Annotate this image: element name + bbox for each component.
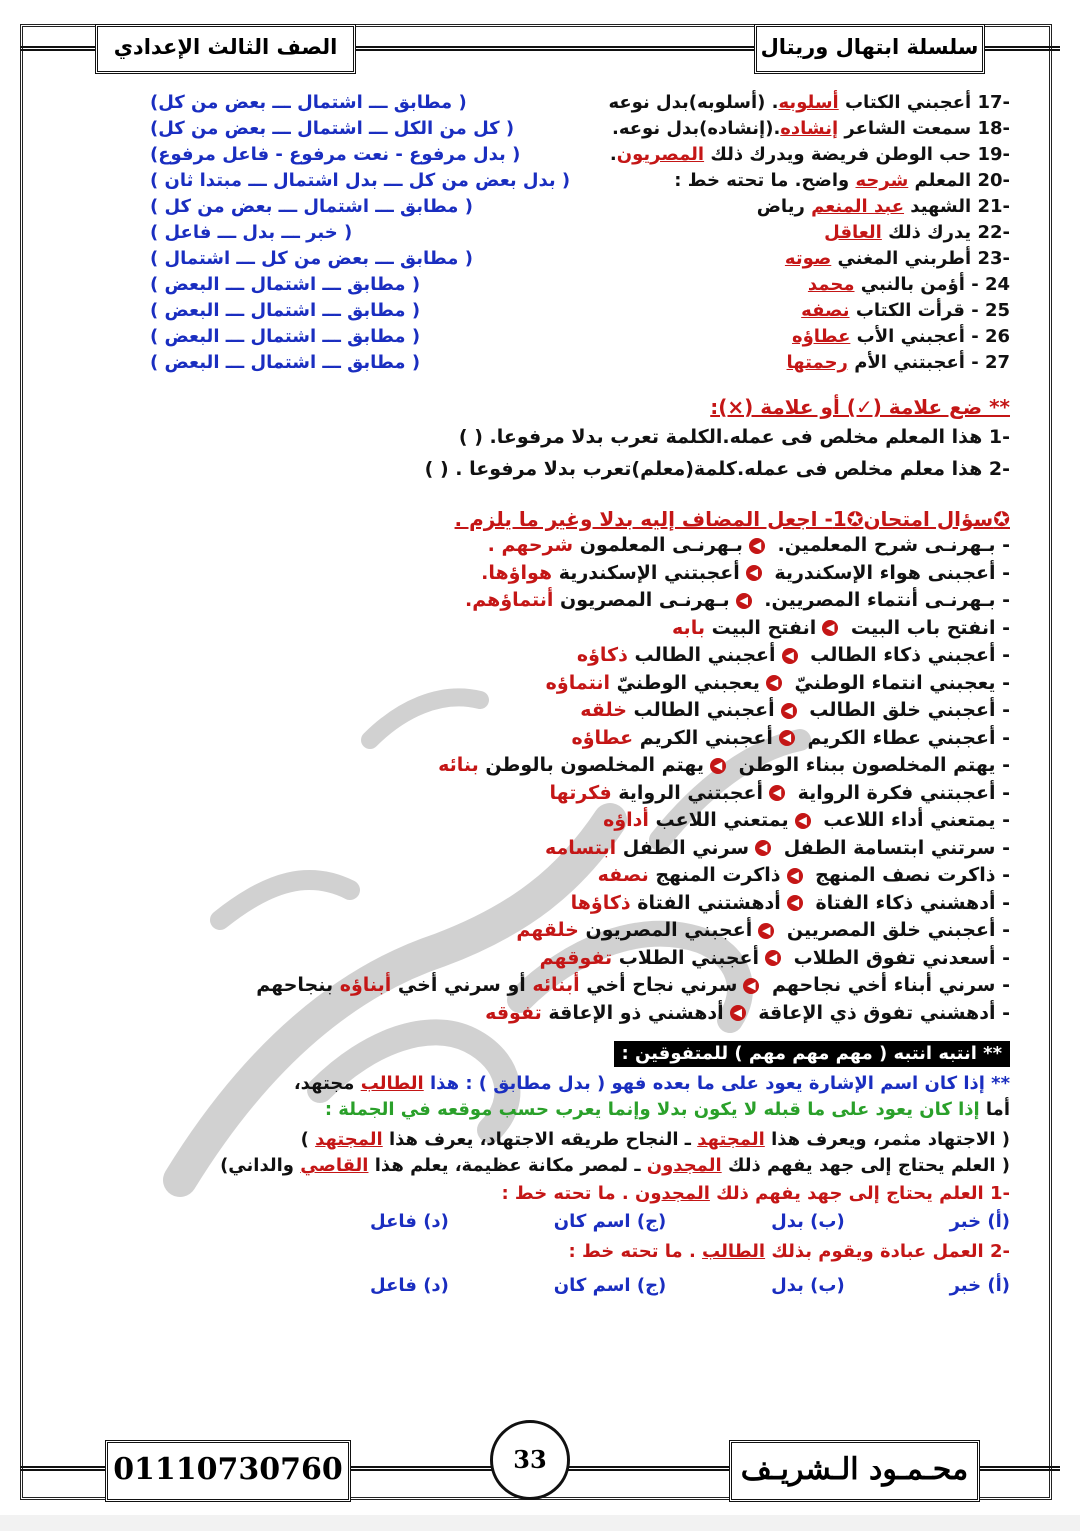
exam-row xyxy=(150,615,1010,643)
exam-row-answer: انفتح البيت xyxy=(704,616,817,639)
exam-rows-list xyxy=(150,532,1010,1027)
badal-item-sentence xyxy=(824,220,1010,246)
mcq-1-highlight: المجدون xyxy=(634,1183,710,1204)
arrow-bullet-icon: ◀ xyxy=(736,593,752,609)
exam-row xyxy=(150,780,1010,808)
ex2-b: ـ لمصر مكانة عظيمة، يعلم هذا xyxy=(368,1155,647,1176)
exam-row xyxy=(150,642,1010,670)
exam-row-original: - سرتني ابتسامة الطفل xyxy=(777,836,1010,859)
item-options: ( مطابق ـــ اشتمال ـــ بعض من كل ) xyxy=(150,196,473,217)
notice-example-1 xyxy=(150,1127,1010,1153)
exam-row-answer: سرني نجاح أخي xyxy=(579,974,738,996)
item-text-post: . xyxy=(609,144,617,165)
arrow-bullet-icon: ◀ xyxy=(758,923,774,939)
author-name: محـمـود الـشريـف xyxy=(729,1440,980,1502)
item-number: -23 xyxy=(971,248,1010,269)
badal-item xyxy=(150,116,1010,142)
arrow-bullet-icon: ◀ xyxy=(766,675,782,691)
exam-row-answer-highlight: عطاؤه xyxy=(571,726,634,749)
arrow-bullet-icon: ◀ xyxy=(730,1005,746,1021)
exam-title-text: 1- اجعل المضاف إليه بدلا وغير ما يلزم . xyxy=(454,507,847,531)
item-options: ( بدل بعض من كل ـــ بدل اشتمال ـــ مبتدا ثان ) xyxy=(150,170,571,191)
notice-line-2-b: إذا كان يعود على ما قبله لا يكون بدلا وإنما يعرب حسب موقعه في الجملة : xyxy=(324,1099,980,1120)
exam-row-answer-highlight: بابه xyxy=(672,616,705,639)
mcq-1-option-c: (ج) اسم كان xyxy=(553,1211,667,1232)
exam-row-answer: يعجبني الوطنيّ xyxy=(609,671,760,694)
mcq-2-option-d: (د) فاعل xyxy=(370,1275,449,1296)
exam-row-original: - بـهرنـى شرح المعلمين. xyxy=(770,534,1010,556)
badal-item-sentence xyxy=(792,324,1010,350)
exam-row-answer: بـهرنـى المعلمون xyxy=(573,534,743,556)
badal-item xyxy=(150,142,1010,168)
item-text-pre: حب الوطن فريضة ويدرك ذلك xyxy=(704,144,972,165)
item-highlight: العاقل xyxy=(824,222,882,243)
notice-line-1-b: مجتهد، xyxy=(293,1073,361,1094)
exam-row-answer-highlight: أداؤه xyxy=(603,809,649,831)
item-highlight: إنشاده xyxy=(780,118,839,139)
item-highlight: عبد المنعم xyxy=(811,196,905,217)
item-options: ( مطابق ـــ اشتمال ـــ البعض ) xyxy=(150,300,421,321)
exam-row xyxy=(150,862,1010,890)
arrow-bullet-icon: ◀ xyxy=(787,868,803,884)
exam-row-answer-highlight: هواؤها. xyxy=(481,561,553,584)
item-text-pre: يدرك ذلك xyxy=(881,222,972,243)
exam-row-original: - أعجبتني فكرة الرواية xyxy=(791,781,1010,804)
badal-item xyxy=(150,350,1010,376)
exam-row xyxy=(150,560,1010,588)
item-highlight: أسلوبه xyxy=(778,92,839,113)
notice-heading: ** انتبه انتبه ( مهم مهم مهم ) للمتفوقين : xyxy=(614,1041,1010,1067)
header-divider xyxy=(355,46,810,51)
exam-row-answer-highlight: خلقه xyxy=(580,699,627,721)
badal-item-sentence xyxy=(612,116,1010,142)
item-number: -21 xyxy=(971,196,1010,217)
item-options: ( بدل مرفوع - نعت مرفوع - فاعل مرفوع) xyxy=(150,144,521,165)
arrow-bullet-icon: ◀ xyxy=(781,703,797,719)
badal-item xyxy=(150,90,1010,116)
arrow-bullet-icon: ◀ xyxy=(822,620,838,636)
exam-row-answer-highlight: فكرتها xyxy=(549,781,612,804)
notice-line-1-a: ** إذا كان اسم الإشارة يعود على ما بعده فهو ( بدل مطابق ) : هذا xyxy=(423,1073,1010,1094)
mcq-1-text-b: . ما تحته خط : xyxy=(501,1183,635,1204)
item-text-pre: أطربني المغني xyxy=(831,248,972,269)
exam-row-answer-highlight: أبنائه xyxy=(532,974,580,996)
item-options: ( خبر ـــ بدل ـــ فاعل ) xyxy=(150,222,353,243)
phone-number: 01110730760 xyxy=(105,1440,351,1502)
mark-line-2-text: -2 هذا معلم مخلص فى عمله.كلمة(معلم)تعرب بدلا مرفوعا . ( ) xyxy=(424,458,1010,480)
header-divider-left xyxy=(20,46,100,51)
exam-row-answer: أعجبني الطالب xyxy=(627,644,776,666)
notice-line-1 xyxy=(150,1071,1010,1097)
notice-line-2 xyxy=(150,1097,1010,1123)
exam-row-answer-highlight: خلقهم xyxy=(516,919,579,941)
arrow-bullet-icon: ◀ xyxy=(782,648,798,664)
item-text-pre: المعلم xyxy=(908,170,972,191)
item-options: ( مطابق ـــ اشتمال ـــ البعض ) xyxy=(150,352,421,373)
exam-row-original: - أعجبني ذكاء الطالب xyxy=(803,644,1010,666)
item-options: ( مطابق ـــ اشتمال ـــ البعض ) xyxy=(150,326,421,347)
exam-row xyxy=(150,835,1010,863)
mcq-2-text-a: -2 العمل عبادة ويقوم بذلك xyxy=(765,1241,1010,1262)
exam-row-original: - يهتم المخلصون ببناء الوطن xyxy=(731,754,1010,776)
ex1-a: ( الاجتهاد مثمر، ويعرف هذا xyxy=(764,1129,1010,1150)
exam-row-answer: أعجبني الطلاب xyxy=(612,946,760,969)
exam-row xyxy=(150,670,1010,698)
exam-row-answer: أعجبني الطالب xyxy=(626,699,775,721)
item-text-pre: أؤمن بالنبي xyxy=(854,274,965,295)
exam-row-original: - يمتعني أداء اللاعب xyxy=(816,809,1010,831)
notice-line-2-a: أما xyxy=(979,1099,1010,1120)
exam-label: سؤال امتحان xyxy=(863,507,994,531)
badal-item xyxy=(150,324,1010,350)
exam-row-answer-highlight: انتماؤه xyxy=(545,671,610,694)
exam-row-answer-highlight: نصفه xyxy=(597,864,649,886)
mcq-2-option-a: (أ) خبر xyxy=(949,1275,1010,1296)
item-number: -18 xyxy=(971,118,1010,139)
exam-row-original: - أعجبني عطاء الكريم xyxy=(800,726,1010,749)
exam-row xyxy=(150,890,1010,918)
exam-row-original: - بـهرنـى أنتماء المصريين. xyxy=(757,589,1010,611)
item-text-post: .(إنشاده)بدل نوعه. xyxy=(611,118,781,139)
mcq-question-1 xyxy=(150,1181,1010,1207)
exam-row xyxy=(150,697,1010,725)
exam-row xyxy=(150,917,1010,945)
badal-item xyxy=(150,246,1010,272)
mcq-2-options xyxy=(370,1273,1010,1299)
mark-line-1-text: -1 هذا المعلم مخلص فى عمله.الكلمة تعرب بدلا مرفوعا. ( ) xyxy=(458,426,1010,448)
exam-row-answer: أعجبني المصريون xyxy=(578,919,753,941)
item-highlight: نصفه xyxy=(801,300,850,321)
exam-row-answer: أدهشني ذو الإعاقة xyxy=(541,1001,724,1024)
exam-row-original: - أعجبني خلق الطالب xyxy=(802,699,1010,721)
item-number: 27 - xyxy=(964,352,1010,373)
exam-row-answer: ذاكرت المنهج xyxy=(648,864,781,886)
arrow-bullet-icon: ◀ xyxy=(743,978,759,994)
badal-item xyxy=(150,168,1010,194)
item-text-pre: أعجبني الأب xyxy=(850,326,965,347)
mcq-question-2 xyxy=(150,1239,1010,1265)
exam-row-original: - أسعدني تفوق الطلاب xyxy=(787,946,1010,969)
worksheet-content xyxy=(150,90,1010,1299)
mark-section-title xyxy=(150,394,1010,420)
notice-line-1-highlight: الطالب xyxy=(360,1073,424,1094)
mark-line-2 xyxy=(150,456,1010,482)
series-title: سلسلة ابتهال وريتال xyxy=(754,24,985,74)
exam-row xyxy=(150,752,1010,780)
exam-row-answer-highlight: ذكاؤه xyxy=(576,644,628,666)
arrow-bullet-icon: ◀ xyxy=(769,785,785,801)
badal-item-sentence xyxy=(757,194,1010,220)
exam-row-answer: أدهشتني الفتاة xyxy=(630,891,781,914)
badal-item-sentence xyxy=(674,168,1010,194)
exam-row-answer-highlight: ابتسامه xyxy=(545,836,617,859)
header-divider-right xyxy=(980,46,1060,51)
ex2-highlight-1: المجدون xyxy=(646,1155,722,1176)
exam-row-original: - أعجبنى هواء الإسكندرية xyxy=(767,561,1010,584)
item-number: 25 - xyxy=(964,300,1010,321)
mcq-1-options xyxy=(370,1209,1010,1235)
item-options: ( مطابق ـــ اشتمال ـــ البعض ) xyxy=(150,274,421,295)
arrow-bullet-icon: ◀ xyxy=(755,840,771,856)
item-text-post: رياض xyxy=(756,196,812,217)
notice-example-2 xyxy=(150,1153,1010,1179)
arrow-bullet-icon: ◀ xyxy=(710,758,726,774)
badal-items-list xyxy=(150,90,1010,376)
item-text-pre: الشهيد xyxy=(904,196,972,217)
item-highlight: رحمتها xyxy=(786,352,848,373)
badal-item-sentence xyxy=(808,272,1010,298)
ex2-highlight-2: القاصي xyxy=(300,1155,369,1176)
exam-row-answer: يمتعني اللاعب xyxy=(648,809,789,831)
badal-item-sentence xyxy=(801,298,1010,324)
exam-row-answer-highlight: أنتماؤهم. xyxy=(465,589,554,611)
badal-item-sentence xyxy=(785,246,1010,272)
exam-row xyxy=(150,1000,1010,1028)
item-text-post: واضح. ما تحته خط : xyxy=(674,170,856,191)
exam-row-original: - أدهشني ذكاء الفتاة xyxy=(808,891,1010,914)
ex1-c: ) xyxy=(300,1129,316,1150)
grade-title: الصف الثالث الإعدادي xyxy=(95,24,356,74)
item-number: 26 - xyxy=(964,326,1010,347)
item-highlight: المصريون xyxy=(616,144,705,165)
star-icon: ✪ xyxy=(993,507,1010,531)
mcq-2-highlight: الطالب xyxy=(702,1241,766,1262)
exam-row-original: - أدهشني تفوق ذي الإعاقة xyxy=(751,1001,1010,1024)
item-text-pre: قرأت الكتاب xyxy=(849,300,965,321)
item-text-pre: أعجبني الكتاب xyxy=(838,92,972,113)
arrow-bullet-icon: ◀ xyxy=(746,565,762,581)
item-number: -17 xyxy=(971,92,1010,113)
item-highlight: عطاؤه xyxy=(791,326,851,347)
badal-item-sentence xyxy=(608,90,1010,116)
ex1-highlight-2: المجتهد xyxy=(315,1129,383,1150)
mark-section-label: ** ضع علامة (✓) أو علامة (×): xyxy=(710,395,1010,419)
badal-item xyxy=(150,194,1010,220)
item-text-post: . (أسلوبه)بدل نوعه xyxy=(608,92,779,113)
exam-row-original: - أعجبني خلق المصريين xyxy=(780,919,1010,941)
exam-row-original: - يعجبني انتماء الوطنيّ xyxy=(787,671,1010,694)
arrow-bullet-icon: ◀ xyxy=(795,813,811,829)
badal-item xyxy=(150,298,1010,324)
badal-item xyxy=(150,220,1010,246)
item-number: -19 xyxy=(971,144,1010,165)
exam-row-original: - سرني أبناء أخي نجاحهم xyxy=(765,974,1010,996)
ex2-c: والداني) xyxy=(220,1155,301,1176)
mcq-2-text-b: . ما تحته خط : xyxy=(568,1241,703,1262)
arrow-bullet-icon: ◀ xyxy=(787,895,803,911)
exam-row-answer: أعجبتني الإسكندرية xyxy=(552,561,740,584)
star-icon: ✪ xyxy=(846,507,864,531)
item-highlight: محمد xyxy=(807,274,855,295)
item-options: ( مطابق ـــ اشتمال ـــ بعض من كل) xyxy=(150,92,467,113)
badal-item xyxy=(150,272,1010,298)
exam-row-answer-alt: أو سرني أخي xyxy=(391,974,533,996)
exam-row xyxy=(150,945,1010,973)
arrow-bullet-icon: ◀ xyxy=(765,950,781,966)
exam-row-answer-highlight: ذكاؤها xyxy=(570,891,631,914)
exam-row-answer: بـهرنـى المصريون xyxy=(553,589,730,611)
item-number: -22 xyxy=(971,222,1010,243)
exam-row-answer: أعجبني الكريم xyxy=(633,726,773,749)
mcq-1-text-a: -1 العلم يحتاج إلى جهد يفهم ذلك xyxy=(709,1183,1010,1204)
exam-row-original: - انفتح باب البيت xyxy=(844,616,1010,639)
ex2-a: ( العلم يحتاج إلى جهد يفهم ذلك xyxy=(721,1155,1010,1176)
exam-row xyxy=(150,725,1010,753)
item-number: -20 xyxy=(971,170,1010,191)
exam-row-answer: أعجبتني الرواية xyxy=(611,781,763,804)
arrow-bullet-icon: ◀ xyxy=(779,730,795,746)
exam-question-title xyxy=(150,506,1010,532)
mcq-2-option-b: (ب) بدل xyxy=(771,1275,845,1296)
exam-row-answer-alt-tail: بنجاحهم xyxy=(256,974,340,996)
exam-row xyxy=(150,532,1010,560)
mark-line-1 xyxy=(150,424,1010,450)
badal-item-sentence xyxy=(610,142,1010,168)
exam-row-answer: يهتم المخلصون بالوطن xyxy=(478,754,704,776)
exam-row-answer-highlight: تفوقهم xyxy=(539,946,613,969)
exam-row-answer-highlight: شرحهم . xyxy=(487,534,574,556)
mcq-1-option-d: (د) فاعل xyxy=(370,1211,449,1232)
exam-row xyxy=(150,972,1010,1000)
mcq-1-option-b: (ب) بدل xyxy=(771,1211,845,1232)
mcq-1-option-a: (أ) خبر xyxy=(949,1211,1010,1232)
exam-row-answer-highlight: تفوقه xyxy=(485,1001,542,1024)
page-number: 33 xyxy=(490,1420,570,1500)
item-number: 24 - xyxy=(964,274,1010,295)
item-text-pre: سمعت الشاعر xyxy=(838,118,972,139)
exam-row xyxy=(150,587,1010,615)
exam-row-answer: سرني الطفل xyxy=(616,836,750,859)
arrow-bullet-icon: ◀ xyxy=(749,538,765,554)
item-highlight: شرحه xyxy=(855,170,909,191)
item-options: ( كل من الكل ـــ اشتمال ـــ بعض من كل) xyxy=(150,118,515,139)
ex1-highlight-1: المجتهد xyxy=(697,1129,765,1150)
mcq-2-option-c: (ج) اسم كان xyxy=(553,1275,667,1296)
exam-row-answer-alt-highlight: أبناؤه xyxy=(339,974,392,996)
exam-row-answer-highlight: بنائه xyxy=(438,754,479,776)
exam-row-original: - ذاكرت نصف المنهج xyxy=(808,864,1010,886)
item-options: ( مطابق ـــ بعض من كل ـــ اشتمال ) xyxy=(150,248,473,269)
ex1-b: ـ النجاح طريقه الاجتهاد، يعرف هذا xyxy=(382,1129,698,1150)
exam-row xyxy=(150,807,1010,835)
item-text-pre: أعجبتني الأم xyxy=(847,352,965,373)
item-highlight: صوته xyxy=(784,248,832,269)
badal-item-sentence xyxy=(787,350,1010,376)
